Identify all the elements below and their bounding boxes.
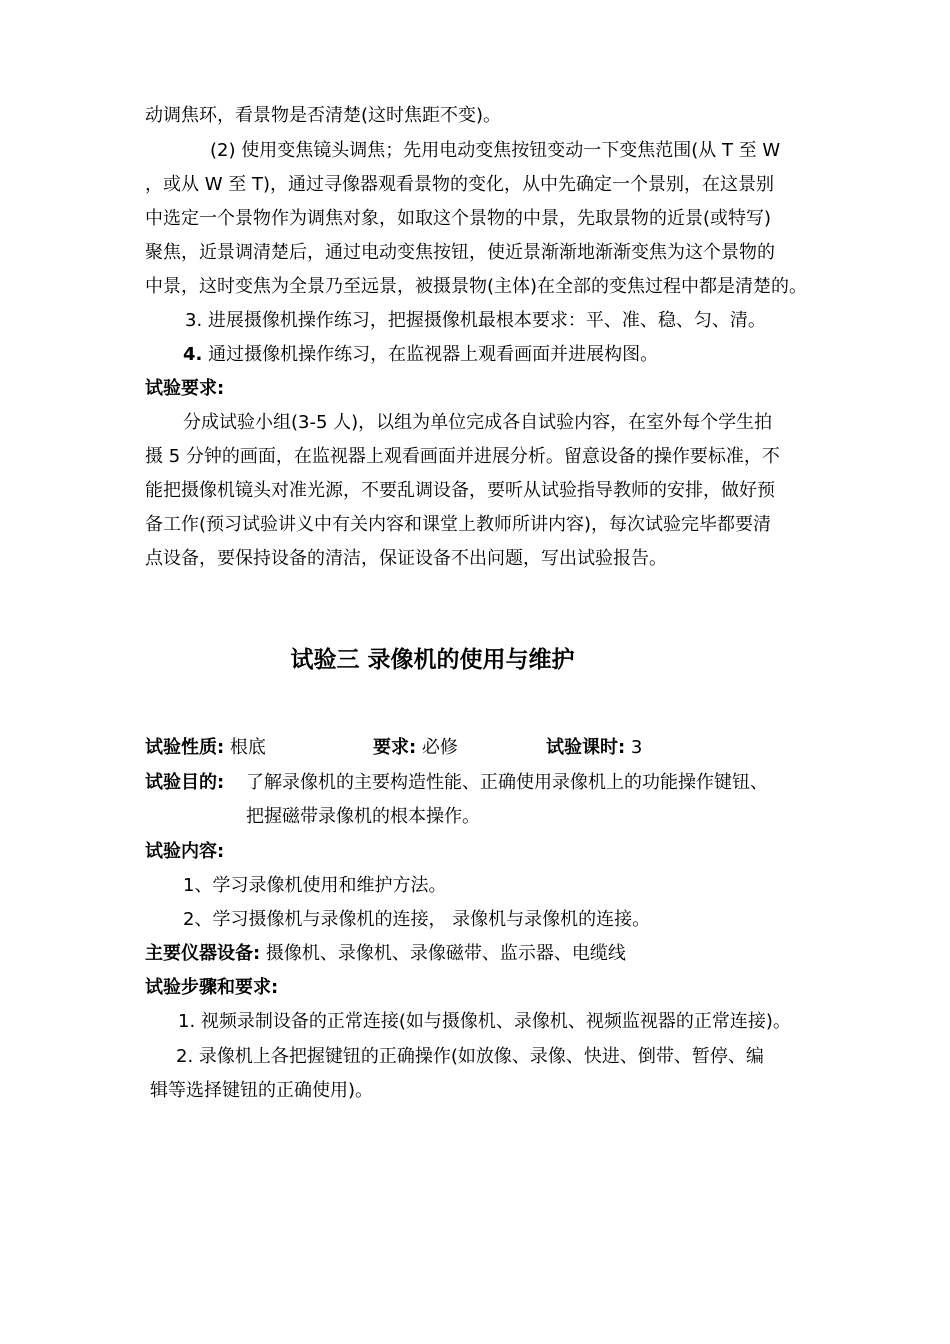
list-item: 2、学习摄像机与录像机的连接， 录像机与录像机的连接。	[183, 909, 651, 930]
text-line: (2) 使用变焦镜头调焦；先用电动变焦按钮变动一下变焦范围(从 T 至 W	[210, 140, 781, 161]
purpose-line: 了解录像机的主要构造性能、正确使用录像机上的功能操作键钮、	[246, 772, 768, 793]
content-label: 试验内容:	[145, 841, 225, 862]
list-item: 辑等选择键钮的正确使用)。	[150, 1080, 374, 1101]
require-label: 要求:	[373, 737, 417, 758]
list-item: 1. 视频录制设备的正常连接(如与摄像机、录像机、视频监视器的正常连接)。	[178, 1011, 791, 1032]
text-line: 分成试验小组(3-5 人)，以组为单位完成各自试验内容，在室外每个学生拍	[183, 412, 773, 433]
equipment-value: 摄像机、录像机、录像磁带、监示器、电缆线	[260, 943, 626, 964]
text-line: 动调焦环，看景物是否清楚(这时焦距不变)。	[145, 105, 502, 126]
meta-row	[546, 736, 950, 760]
section-title: 试验三 录像机的使用与维护	[290, 647, 575, 673]
nature-label: 试验性质:	[145, 737, 225, 758]
equipment-label: 主要仪器设备:	[145, 943, 261, 964]
hours-label: 试验课时:	[546, 737, 626, 758]
text-line: 中选定一个景物作为调焦对象，如取这个景物的中景，先取景物的近景(或特写)	[145, 208, 772, 229]
nature-value: 根底	[224, 737, 266, 758]
list-item: 2. 录像机上各把握键钮的正确操作(如放像、录像、快进、倒带、暂停、编	[176, 1046, 764, 1067]
equipment-row	[145, 942, 825, 966]
text-line: 聚焦，近景调清楚后，通过电动变焦按钮，使近景渐渐地渐渐变焦为这个景物的	[145, 242, 775, 263]
text-line: 中景，这时变焦为全景乃至远景，被摄景物(主体)在全部的变焦过程中都是清楚的。	[145, 276, 808, 297]
require-value: 必修	[416, 737, 458, 758]
purpose-label: 试验目的:	[145, 772, 225, 793]
list-item: 3. 进展摄像机操作练习，把握摄像机最根本要求：平、准、稳、匀、清。	[185, 310, 766, 331]
section-label: 试验要求:	[145, 378, 225, 399]
hours-value: 3	[625, 737, 643, 758]
steps-label: 试验步骤和要求:	[145, 977, 279, 998]
purpose-line: 把握磁带录像机的根本操作。	[246, 806, 480, 827]
list-item	[183, 343, 863, 367]
text-line: ，或从 W 至 T)，通过寻像器观看景物的变化，从中先确定一个景别，在这景别	[145, 174, 774, 195]
text-line: 摄 5 分钟的画面，在监视器上观看画面并进展分析。留意设备的操作要标准，不	[145, 446, 780, 467]
text-line: 能把摄像机镜头对准光源，不要乱调设备，要听从试验指导教师的安排，做好预	[145, 480, 775, 501]
list-text: 通过摄像机操作练习，在监视器上观看画面并进展构图。	[202, 344, 659, 365]
list-number: 4.	[183, 344, 203, 365]
list-item: 1、学习录像机使用和维护方法。	[183, 875, 447, 896]
text-line: 备工作(预习试验讲义中有关内容和课堂上教师所讲内容)，每次试验完毕都要清	[145, 514, 772, 535]
text-line: 点设备，要保持设备的清洁，保证设备不出问题，写出试验报告。	[145, 548, 667, 569]
